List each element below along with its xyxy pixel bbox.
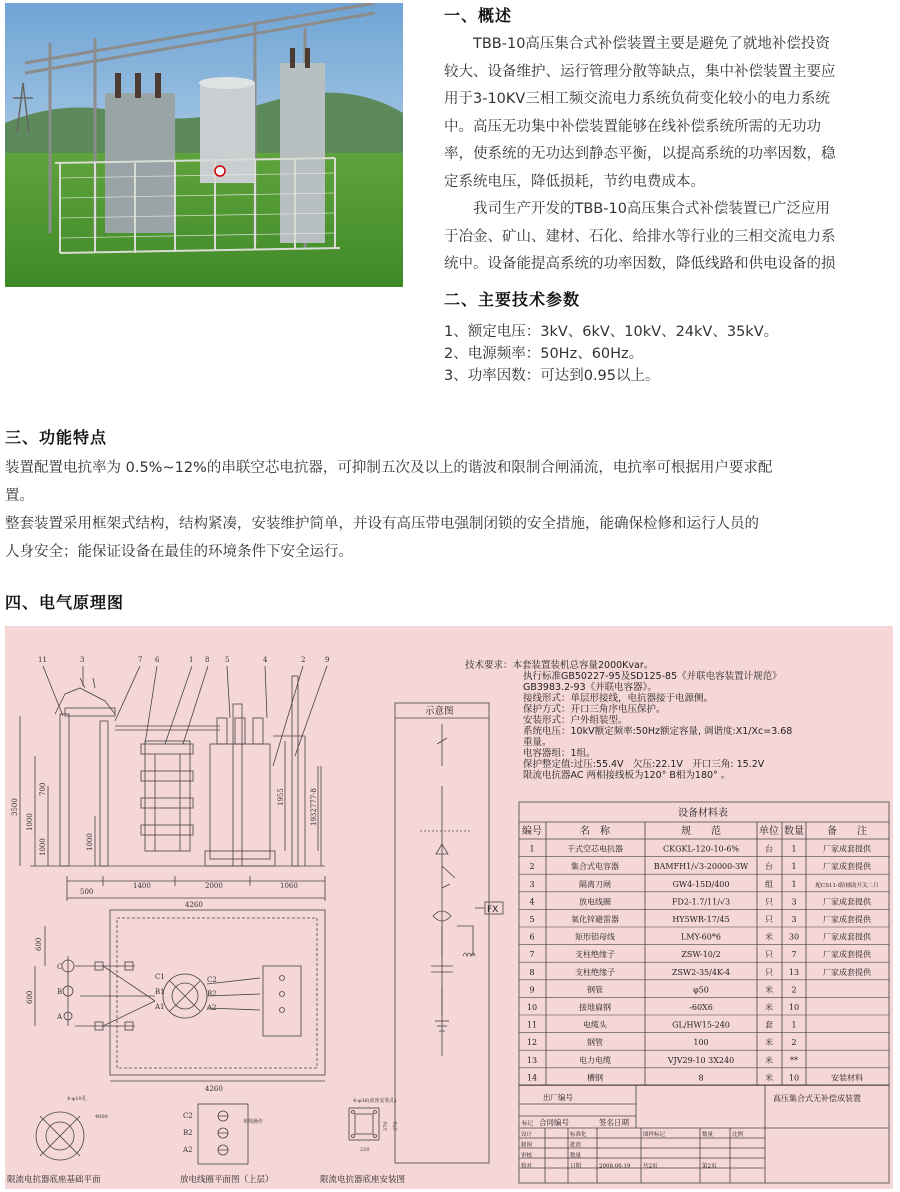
table-cell: 3 <box>791 915 797 924</box>
table-cell: 4 <box>529 897 535 907</box>
dim-bottom: 4260 <box>185 901 203 909</box>
intro-line: 于冶金、矿山、建材、石化、给排水等行业的三相交流电力系 <box>444 228 836 245</box>
table-cell: 5 <box>529 915 535 924</box>
title-block-cell: 标准化 <box>570 1132 587 1138</box>
plan-label: B1 <box>155 988 165 996</box>
sub-dim: A2 <box>183 1146 193 1154</box>
intro-line: 我司生产开发的TBB-10高压集合式补偿装置已广泛应用 <box>473 201 830 217</box>
title-block-cell: 设计 <box>521 1132 533 1138</box>
intro-heading: 一、概述 <box>444 6 513 25</box>
title-block-cell: 日期 <box>570 1163 582 1170</box>
dim-bottom: 2000 <box>205 882 223 890</box>
tb-out-no: 出厂编号 <box>543 1093 573 1102</box>
tb-mark: 标记 <box>522 1121 534 1127</box>
title-block-cell: 校对 <box>521 1163 533 1170</box>
table-cell: 厂家成套提供 <box>823 862 871 872</box>
features-line: 整套装置采用框架式结构，结构紧凑，安装维护简单，并设有高压带电强制闭锁的安全措施，能确保检修和运行人员的 <box>5 516 759 532</box>
table-cell: 米 <box>765 1055 773 1065</box>
table-cell: 放电线圈 <box>579 897 611 907</box>
table-cell: 13 <box>788 967 800 977</box>
table-cell: 只 <box>765 897 773 907</box>
table-cell: 9 <box>529 985 535 995</box>
table-cell: 米 <box>765 1073 773 1083</box>
elev-num: 11 <box>38 656 47 664</box>
title-block-cell: 审核 <box>521 1153 533 1159</box>
title-block-cell: 比例 <box>732 1132 744 1138</box>
table-cell: 1 <box>791 1020 797 1030</box>
table-cell: 厂家成套提供 <box>823 950 871 960</box>
intro-line: TBB-10高压集合式补偿装置主要是避免了就地补偿投资 <box>473 36 830 52</box>
elev-num: 3 <box>80 656 85 664</box>
substation-photo-illustration <box>5 3 403 287</box>
table-cell: 氧化锌避雷器 <box>571 915 619 924</box>
sub-caption: 限流电抗器底座安装图 <box>320 1175 406 1185</box>
table-cell: 米 <box>765 985 773 995</box>
sub-dim: 4-φ36(底座安装孔) <box>353 1098 397 1104</box>
table-cell: CKGKL-120-10-6% <box>662 844 740 854</box>
table-cell: 12 <box>526 1038 538 1048</box>
table-cell: 钢管 <box>587 1038 603 1048</box>
plan-label: B <box>57 988 63 996</box>
tb-sign-date: 签名日期 <box>599 1118 629 1127</box>
table-cell: 100 <box>693 1038 709 1048</box>
tech-req-line: 限流电抗器AC 两相接线板为120° B相为180° 。 <box>523 770 731 781</box>
elev-num: 6 <box>155 656 160 664</box>
table-cell: 3 <box>791 897 797 907</box>
table-cell: 厂家成套提供 <box>823 932 871 942</box>
intro-line: 定系统电压，降低损耗，节约电费成本。 <box>444 173 705 190</box>
table-header: 备 注 <box>827 826 867 837</box>
table-cell: 套 <box>765 1020 773 1030</box>
table-cell: 台 <box>765 844 773 854</box>
plan-label: C <box>57 963 63 971</box>
table-cell: 支柱绝缘子 <box>575 950 615 960</box>
params-item: 3、功率因数：可达到0.95以上。 <box>444 368 660 384</box>
table-cell: 组 <box>765 879 773 889</box>
table-cell: 10 <box>788 1003 800 1012</box>
params-item: 1、额定电压：3kV、6kV、10kV、24kV、35kV。 <box>444 324 779 340</box>
table-cell: 1 <box>529 844 535 854</box>
table-cell: GL/HW15-240 <box>672 1020 730 1030</box>
sub-dim: 220 <box>360 1147 370 1153</box>
tech-req-line: GB3983.2-93《并联电容器》。 <box>523 682 657 693</box>
table-cell: 米 <box>765 1038 773 1048</box>
sub-dim: 370 <box>393 1121 399 1131</box>
title-block-cell: 数量 <box>570 1153 582 1159</box>
table-cell: 接地扁钢 <box>579 1003 611 1012</box>
tech-req-line: 电容器组：1组。 <box>523 748 596 759</box>
substation-photo <box>5 3 403 287</box>
table-cell: 13 <box>526 1055 538 1065</box>
table-cell: 7 <box>791 950 797 960</box>
table-cell: 2 <box>529 862 535 872</box>
table-cell: 1 <box>791 879 797 889</box>
table-cell: HY5WR-17/45 <box>672 915 730 924</box>
plan-label: B2 <box>207 990 217 998</box>
tb-contract-no: 合同编号 <box>539 1118 569 1127</box>
diagram-heading: 四、电气原理图 <box>5 593 125 612</box>
electrical-diagram <box>5 626 893 1189</box>
dim-right: 1955 <box>277 788 285 806</box>
table-cell: 只 <box>765 967 773 977</box>
title-block-cell: 第2页 <box>702 1163 717 1170</box>
table-cell: 槽钢 <box>587 1073 603 1083</box>
elev-num: 5 <box>225 656 230 664</box>
table-cell: 1 <box>791 844 797 854</box>
table-cell: 台 <box>765 862 773 872</box>
dim-left: 3500 <box>11 798 19 816</box>
table-cell: 3 <box>529 879 535 889</box>
features-line: 人身安全；能保证设备在最佳的环境条件下安全运行。 <box>5 544 353 560</box>
table-cell: FD2-1.7/11/√3 <box>671 897 731 907</box>
sub-dim: B2 <box>183 1129 193 1137</box>
electrical-diagram-panel <box>5 626 893 1189</box>
table-cell: 只 <box>765 915 773 924</box>
table-header: 数量 <box>784 826 804 837</box>
intro-line: 率，使系统的无功达到静态平衡，以提高系统的功率因数，稳 <box>444 146 836 162</box>
title-block-cell: 2008.06.19 <box>599 1163 631 1170</box>
table-cell: 6 <box>529 932 535 942</box>
intro-line: 统中。设备能提高系统的功率因数，降低线路和供电设备的损 <box>444 256 836 272</box>
table-cell: 配CS11-I防辅助开关二只 <box>815 882 879 889</box>
sub-caption: 限流电抗器底座基础平面 <box>7 1175 101 1185</box>
table-cell: 2 <box>791 985 797 995</box>
plan-label: C1 <box>155 973 165 981</box>
elev-num: 8 <box>205 656 210 664</box>
elev-num: 2 <box>301 656 306 664</box>
table-cell: 1 <box>791 862 797 872</box>
tb-product-name: 高压集合式无补偿成装置 <box>773 1094 861 1103</box>
table-cell: 支柱绝缘子 <box>575 967 615 977</box>
sub-dim: 4000 <box>95 1114 108 1120</box>
plan-label: C2 <box>207 976 217 984</box>
elev-num: 7 <box>138 656 143 664</box>
table-title: 设备材料表 <box>678 808 728 819</box>
table-cell: φ50 <box>693 985 709 995</box>
dim-bottom: 500 <box>80 888 94 896</box>
features-line: 置。 <box>5 488 34 504</box>
params-item: 2、电源频率：50Hz、60Hz。 <box>444 346 644 362</box>
plan-label: A2 <box>207 1004 217 1012</box>
schematic-title: 示意图 <box>425 706 454 717</box>
table-cell: 10 <box>788 1073 800 1083</box>
params-heading: 二、主要技术参数 <box>444 290 581 309</box>
table-header: 单位 <box>759 826 779 837</box>
table-cell: 8 <box>529 967 535 977</box>
table-cell: ZSW2-35/4K-4 <box>671 967 731 977</box>
plan-dim: 4260 <box>205 1085 223 1093</box>
table-cell: 安装材料 <box>831 1073 863 1083</box>
tech-req-line: 接线形式：单层形接线，电抗器接于电源侧。 <box>523 693 714 704</box>
tech-req-line: 系统电压：10kV额定频率:50Hz额定容量, 调谐度:X1/Xc=3.68 <box>523 726 793 737</box>
table-cell: 钢管 <box>587 985 603 995</box>
table-cell: ** <box>790 1055 798 1065</box>
tech-req-line: 技术要求：本套装置装机总容量2000Kvar。 <box>465 660 654 671</box>
fx-label: FX <box>487 905 499 915</box>
title-block-cell: 共2页 <box>643 1163 658 1170</box>
intro-line: 用于3-10KV三相工频交流电力系统负荷变化较小的电力系统 <box>444 91 830 107</box>
table-cell: 厂家成套提供 <box>823 844 871 854</box>
table-cell: 矩形铝母线 <box>575 932 615 942</box>
title-block-cell: 图样标记 <box>643 1132 666 1138</box>
plan-label: A <box>57 1013 63 1021</box>
dim-left: 1000 <box>86 833 94 851</box>
table-cell: ZSW-10/2 <box>681 950 721 960</box>
table-cell: 只 <box>765 950 773 960</box>
table-cell: 干式空芯电抗器 <box>567 844 623 854</box>
table-cell: 2 <box>791 1038 797 1048</box>
tech-req-line: 保护整定值:过压:55.4V 欠压:22.1V 开口三角: 15.2V <box>523 759 765 770</box>
dim-left: 700 <box>39 782 47 796</box>
table-cell: 电缆头 <box>583 1020 607 1030</box>
sub-dim: 4-φ10孔 <box>67 1096 87 1102</box>
table-cell: BAMFH1/√3-20000-3W <box>653 862 749 872</box>
sub-dim: 单线操作 <box>243 1119 264 1125</box>
table-cell: 米 <box>765 1003 773 1012</box>
table-cell: LMY-60*6 <box>681 932 721 942</box>
dim-bottom: 1060 <box>280 882 298 890</box>
table-header: 名 称 <box>580 826 610 837</box>
tech-req-line: 重量。 <box>523 737 552 748</box>
elev-num: 4 <box>263 656 268 664</box>
table-cell: VJV29-10 3X240 <box>667 1055 735 1065</box>
tech-req-line: 安装形式：户外组装型。 <box>523 715 628 726</box>
table-header: 规 范 <box>681 826 721 837</box>
features-text <box>5 454 772 566</box>
plan-dim: 600 <box>35 937 43 951</box>
sub-dim: 270 <box>383 1121 389 1131</box>
table-cell: 10 <box>526 1003 538 1012</box>
intro-line: 较大、设备维护、运行管理分散等缺点，集中补偿装置主要应 <box>444 63 836 80</box>
table-cell: 厂家成套提供 <box>823 915 871 924</box>
params-list <box>444 321 778 387</box>
table-cell: 11 <box>526 1020 538 1030</box>
features-heading: 三、功能特点 <box>5 428 108 447</box>
intro-line: 中。高压无功集中补偿装置能够在线补偿系统所需的无功功 <box>444 118 821 135</box>
sub-caption: 放电线圈平面图（上层） <box>180 1175 274 1185</box>
elev-num: 9 <box>325 656 330 664</box>
dim-bottom: 1400 <box>133 882 151 890</box>
title-block-cell: 批准 <box>570 1142 582 1149</box>
plan-label: A1 <box>155 1003 165 1011</box>
table-cell: -60X6 <box>689 1003 713 1012</box>
table-cell: 7 <box>529 950 535 960</box>
table-cell: GW4-15D/400 <box>672 879 730 889</box>
intro-text <box>444 31 900 279</box>
table-cell: 8 <box>698 1073 704 1083</box>
tech-req-line: 保护方式：开口三角序电压保护。 <box>523 704 666 715</box>
plan-dim: 600 <box>26 990 34 1004</box>
table-cell: 米 <box>765 932 773 942</box>
dim-left: 1000 <box>39 838 47 856</box>
dim-right: 1932777-8 <box>310 788 318 826</box>
dim-left: 1000 <box>26 813 34 831</box>
table-cell: 集合式电容器 <box>571 862 619 872</box>
features-line: 装置配置电抗率为 0.5%~12%的串联空芯电抗器，可抑制五次及以上的谐波和限制合闸涌流，电抗率可根据用户要求配 <box>5 460 773 476</box>
table-cell: 厂家成套提供 <box>823 897 871 907</box>
table-cell: 隔离刀闸 <box>579 879 611 889</box>
title-block-cell: 制图 <box>521 1142 533 1149</box>
title-block-cell: 数量 <box>702 1132 714 1138</box>
sub-dim: C2 <box>183 1112 193 1120</box>
elev-num: 1 <box>189 656 194 664</box>
table-header: 编号 <box>522 826 542 837</box>
tech-req-line: 执行标准GB50227-95及SD125-85《并联电容装置计规范》 <box>523 671 782 682</box>
table-cell: 30 <box>788 932 800 942</box>
table-cell: 14 <box>526 1073 538 1083</box>
table-cell: 厂家成套提供 <box>823 967 871 977</box>
table-cell: 电力电缆 <box>579 1055 611 1065</box>
